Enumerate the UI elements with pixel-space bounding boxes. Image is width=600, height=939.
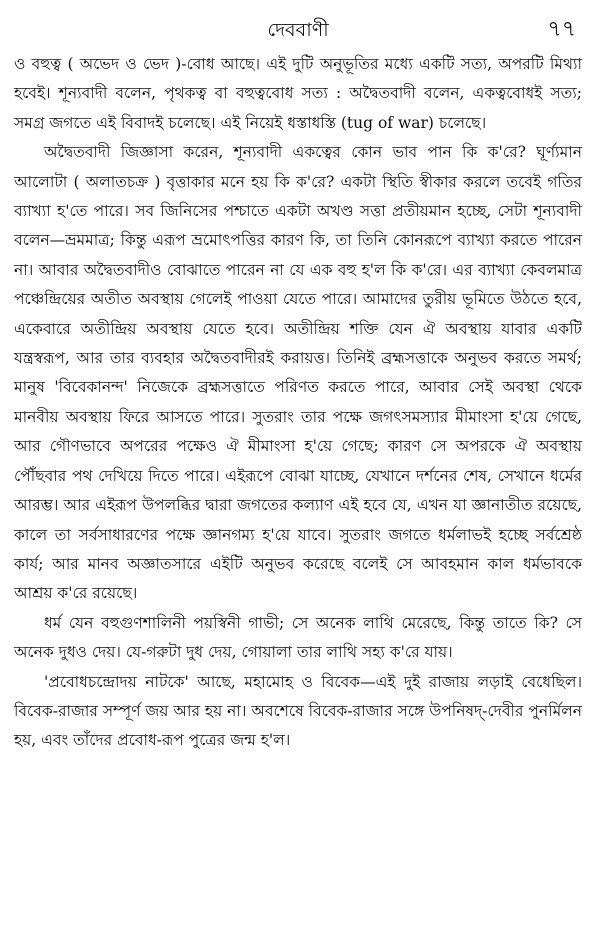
paragraph-3: ধর্ম যেন বহুগুণশালিনী পয়স্বিনী গাভী; সে অনেক লাথি মেরেছে, কিন্তু তাতে কি? সে অনেক দুধও দেয়। যে-গরুটা দুধ দেয়, গোয়ালা তার লাথি সহ্য ক'রে যায়। bbox=[14, 613, 582, 662]
paragraph-4: 'প্রবোধচন্দ্রোদয় নাটকে' আছে, মহামোহ ও বিবেক—এই দুই রাজায় লড়াই বেধেছিল। বিবেক-রাজার সম্পূর্ণ জয় আর হয় না। অবশেষে বিবেক-রাজার সঙ্গে উপনিষদ্-দেবীর পুনর্মিলন হয়, এবং তাঁদের প্রবোধ-রূপ পুত্রের জন্ম হ'ল। bbox=[14, 672, 582, 750]
page-header bbox=[14, 10, 582, 50]
page-number: ৭৭ bbox=[547, 17, 576, 42]
running-title: দেববাণী bbox=[267, 19, 329, 41]
paragraph-1: ও বহুত্ব ( অভেদ ও ভেদ )-বোধ আছে। এই দুটি অনুভূতির মধ্যে একটি সত্য, অপরটি মিথ্যা হবেই। শূন্যবাদী বলেন, পৃথকত্ব বা বহুত্ববোধ সত্য : অদ্বৈতবাদী বলেন, একত্ববোধই সত্য; সমগ্র জগতে এই বিবাদই চলেছে। এই নিয়েই ধস্তাধস্তি (tug of war) চলেছে। bbox=[14, 55, 582, 132]
paragraph-2: অদ্বৈতবাদী জিজ্ঞাসা করেন, শূন্যবাদী একত্বের কোন ভাব পান কি ক'রে? ঘূর্ণ্যমান আলোটা ( অলাতচক্র ) বৃত্তাকার মনে হয় কি ক'রে? একটা স্থিতি স্বীকার করলে তবেই গতির ব্যাখ্যা হ'তে পারে। সব জিনিসের পশ্চাতে একটা অখণ্ড সত্তা প্রতীয়মান হচ্ছে, সেটা শূন্যবাদী বলেন—ভ্রমমাত্র; কিন্তু এরূপ ভ্রমোৎপত্তির কারণ কি, তা তিনি কোনরূপে ব্যাখ্যা করতে পারেন না। আবার অদ্বৈতবাদীও বোঝাতে পারেন না যে এক বহু হ'ল কি ক'রে। এর ব্যাখ্যা কেবলমাত্র পঞ্চেন্দ্রিয়ের অতীত অবস্থায় গেলেই পাওয়া যেতে পারে। আমাদের তুরীয় ভূমিতে উঠতে হবে, একেবারে অতীন্দ্রিয় অবস্থায় যেতে হবে। অতীন্দ্রিয় শক্তি যেন ঐ অবস্থায় যাবার একটি যন্ত্রস্বরূপ, আর তার ব্যবহার অদ্বৈতবাদীরই করায়ত্ত। তিনিই ব্রহ্মসত্তাকে অনুভব করতে সমর্থ; মানুষ 'বিবেকানন্দ' নিজেকে ব্রহ্মসত্তাতে পরিণত করতে পারে, আবার সেই অবস্থা থেকে মানবীয় অবস্থায় ফিরে আসতে পারে। সুতরাং তার পক্ষে জগৎসমস্যার মীমাংসা হ'য়ে গেছে, আর গৌণভাবে অপরের পক্ষেও ঐ মীমাংসা হ'য়ে গেছে; কারণ সে অপরকে ঐ অবস্থায় পৌঁছবার পথ দেখিয়ে দিতে পারে। এইরূপে বোঝা যাচ্ছে, যেখানে দর্শনের শেষ, সেখানে ধর্মের আরম্ভ। আর এইরূপ উপলব্ধির দ্বারা জগতের কল্যাণ এই হবে যে, এখন যা জ্ঞানাতীত রয়েছে, কালে তা সর্বসাধারণের পক্ষে জ্ঞানগম্য হ'য়ে যাবে। সুতরাং জগতে ধর্মলাভই হচ্ছে সর্বশ্রেষ্ঠ কার্য; আর মানব অজ্ঞাতসারে এইটি অনুভব করেছে বলেই সে আবহমান কাল ধর্মভাবকে আশ্রয় ক'রে রয়েছে। bbox=[14, 143, 582, 603]
page-body bbox=[14, 50, 582, 756]
